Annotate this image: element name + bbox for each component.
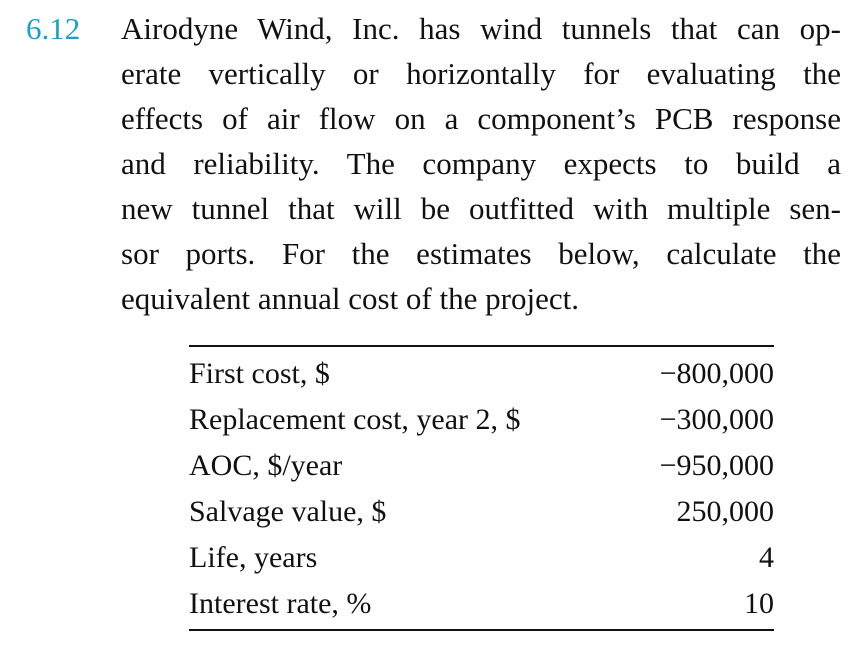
row-label: Interest rate, % bbox=[189, 587, 372, 620]
row-value: −950,000 bbox=[659, 449, 774, 482]
table-row bbox=[189, 397, 774, 443]
row-label: First cost, $ bbox=[189, 357, 330, 390]
problem-statement bbox=[121, 6, 841, 321]
row-label: AOC, $/year bbox=[189, 449, 343, 482]
row-label: Life, years bbox=[189, 541, 318, 574]
table-row bbox=[189, 489, 774, 535]
row-value: −300,000 bbox=[659, 403, 774, 436]
table-row bbox=[189, 535, 774, 581]
estimates-table bbox=[189, 345, 774, 631]
problem-line: Airodyne Wind, Inc. has wind tunnels that can op- bbox=[121, 11, 841, 46]
problem-line: and reliability. The company expects to build a bbox=[121, 146, 841, 181]
row-value: 250,000 bbox=[676, 495, 774, 528]
row-label: Replacement cost, year 2, $ bbox=[189, 403, 521, 436]
row-label: Salvage value, $ bbox=[189, 495, 387, 528]
problem-line: new tunnel that will be outfitted with multiple sen- bbox=[121, 191, 841, 226]
table-row bbox=[189, 581, 774, 627]
row-value: 4 bbox=[759, 541, 774, 574]
problem-line: erate vertically or horizontally for evaluating the bbox=[121, 56, 841, 91]
row-value: 10 bbox=[744, 587, 774, 620]
problem-number: 6.12 bbox=[26, 11, 81, 46]
row-value: −800,000 bbox=[659, 357, 774, 390]
problem-line: sor ports. For the estimates below, calculate the bbox=[121, 236, 841, 271]
problem-line: equivalent annual cost of the project. bbox=[121, 281, 579, 316]
table-row bbox=[189, 351, 774, 397]
table-row bbox=[189, 443, 774, 489]
problem-line: effects of air flow on a component’s PCB response bbox=[121, 101, 841, 136]
